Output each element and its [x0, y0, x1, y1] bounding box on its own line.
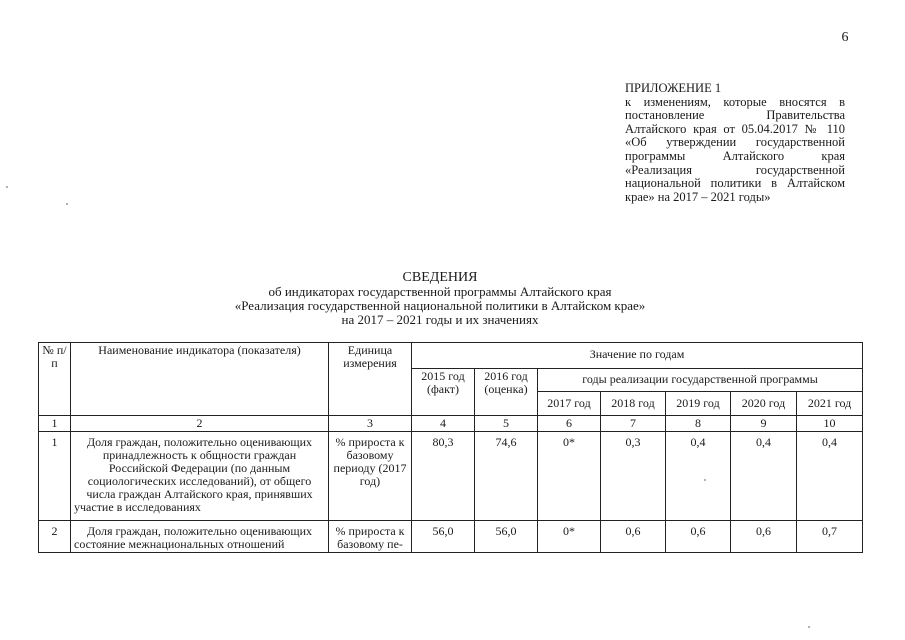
column-number: 5: [475, 416, 538, 432]
column-number: 1: [39, 416, 71, 432]
row-value-2019: 0,4: [666, 432, 731, 521]
scan-speck: [808, 626, 810, 628]
column-number: 10: [797, 416, 863, 432]
header-row-1: [39, 343, 863, 369]
scan-speck: [66, 203, 68, 205]
indicators-table: [38, 342, 863, 553]
header-2020: 2020 год: [731, 392, 797, 416]
row-value-2017: 0*: [538, 432, 601, 521]
column-number-row: [39, 416, 863, 432]
row-value-2016: 56,0: [475, 521, 538, 553]
row-indicator-name: Доля граждан, положительно оценивающих принадлежность к общности граждан Российской Федерации (по данным социологических исследований), от общего числа граждан Алтайского края, принявших участие в исследованиях: [71, 432, 329, 521]
row-value-2019: 0,6: [666, 521, 731, 553]
row-value-2015: 56,0: [412, 521, 475, 553]
header-name: Наименование индикатора (показателя): [71, 343, 329, 416]
title-line-3: «Реализация государственной национальной политики в Алтайском крае»: [234, 298, 646, 313]
header-2018: 2018 год: [601, 392, 666, 416]
table-row: [39, 521, 863, 553]
row-value-2021: 0,7: [797, 521, 863, 553]
row-value-2016: 74,6: [475, 432, 538, 521]
header-2021: 2021 год: [797, 392, 863, 416]
appendix-body: к изменениям, которые вносятся в постановление Правительства Алтайского края от 05.04.2017 № 110 «Об утверждении государственной программы Алтайского края «Реализация государственной национальной политики в Алтайском крае» на 2017 – 2021 годы»: [625, 94, 845, 204]
row-value-2017: 0*: [538, 521, 601, 553]
scan-speck: [704, 479, 706, 481]
scan-speck: [6, 186, 8, 188]
title-line-1: СВЕДЕНИЯ: [402, 270, 478, 285]
header-2015: 2015 год (факт): [412, 369, 475, 416]
page-number: 6: [841, 30, 849, 45]
header-values-by-year: Значение по годам: [412, 343, 863, 369]
column-number: 3: [329, 416, 412, 432]
title-line-4: на 2017 – 2021 годы и их значениях: [341, 312, 539, 327]
row-unit: % прироста к базовому пе-: [329, 521, 412, 553]
row-value-2020: 0,4: [731, 432, 797, 521]
column-number: 6: [538, 416, 601, 432]
row-num: 1: [39, 432, 71, 521]
column-number: 9: [731, 416, 797, 432]
row-value-2020: 0,6: [731, 521, 797, 553]
appendix-title: ПРИЛОЖЕНИЕ 1: [625, 81, 722, 95]
row-value-2018: 0,6: [601, 521, 666, 553]
row-num: 2: [39, 521, 71, 553]
appendix-block: [625, 82, 845, 204]
header-2019: 2019 год: [666, 392, 731, 416]
title-line-2: об индикаторах государственной программы Алтайского края: [268, 284, 612, 299]
column-number: 2: [71, 416, 329, 432]
row-unit: % прироста к базовому периоду (2017 год): [329, 432, 412, 521]
row-value-2015: 80,3: [412, 432, 475, 521]
header-unit: Единица измерения: [329, 343, 412, 416]
row-value-2018: 0,3: [601, 432, 666, 521]
table-row: [39, 432, 863, 521]
header-program-years: годы реализации государственной программы: [538, 369, 863, 392]
header-num: № п/п: [39, 343, 71, 416]
column-number: 8: [666, 416, 731, 432]
column-number: 7: [601, 416, 666, 432]
row-indicator-name: Доля граждан, положительно оценивающих состояние межнациональных отношений: [71, 521, 329, 553]
document-title: [190, 271, 690, 327]
header-2017: 2017 год: [538, 392, 601, 416]
row-value-2021: 0,4: [797, 432, 863, 521]
column-number: 4: [412, 416, 475, 432]
header-2016: 2016 год (оценка): [475, 369, 538, 416]
